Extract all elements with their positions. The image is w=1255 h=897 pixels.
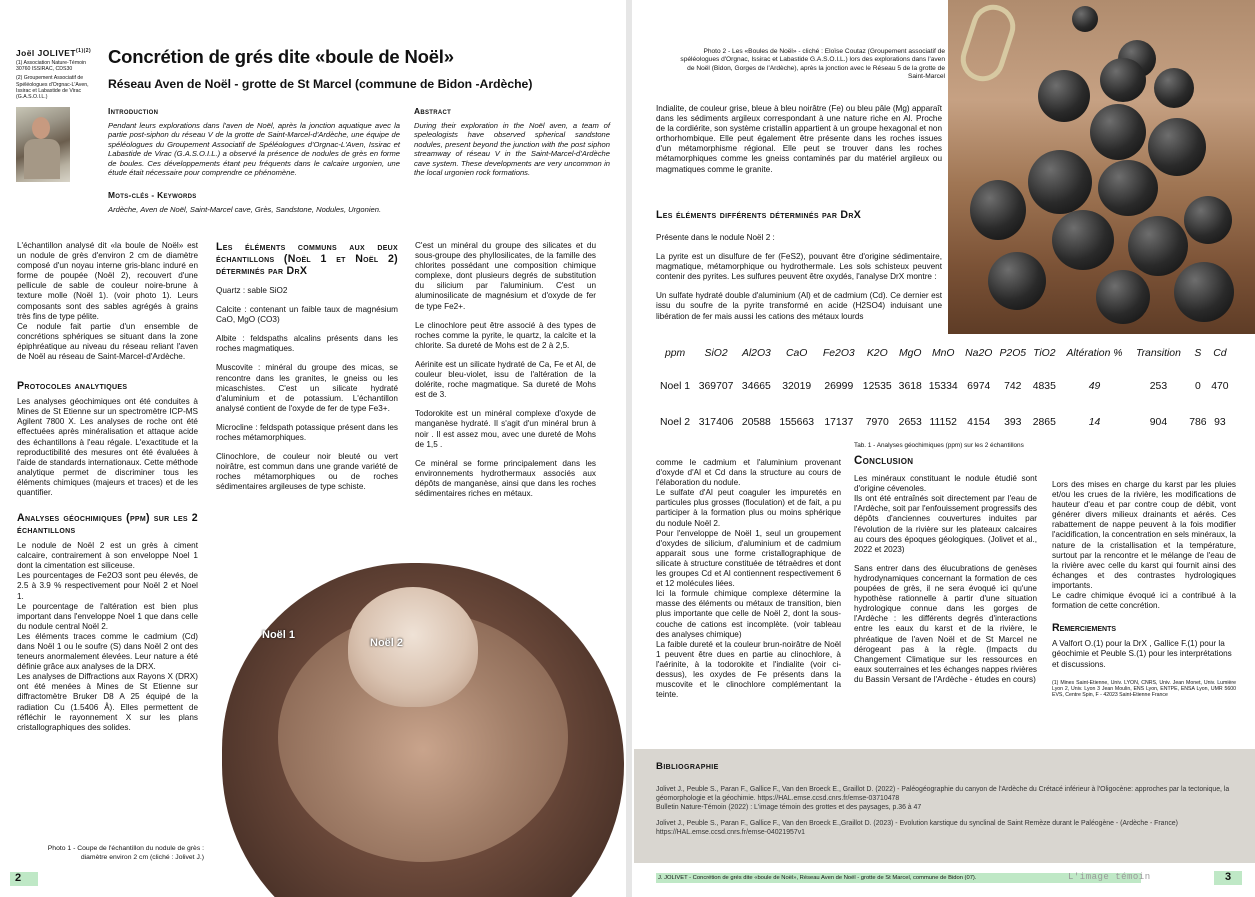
table-row — [656, 404, 1231, 440]
author-affiliation-1: (1) Association Nature-Témoin 30760 ISSIRAC, CDS30 — [16, 60, 87, 73]
right-column-indialite — [656, 104, 942, 175]
table-header-cell: TiO2 — [1033, 348, 1056, 359]
section-heading-conclusion: Conclusion — [854, 455, 914, 467]
mineral-albite: Albite : feldspaths alcalins présents dans les roches magmatiques. — [216, 334, 398, 354]
table-cell: 904 — [1149, 416, 1168, 428]
table-cell: 20588 — [741, 416, 771, 428]
section-heading-remerciements: Remerciements — [1052, 622, 1117, 635]
bibliography-entry: Jolivet J., Peuble S., Paran F., Gallice F., Van den Broeck E.,Graillot D. (2023) - Evolution karstique du synclinal de Saint Remèze durant le Paléogène - (Ardèche - France) https://HAL.emse.ccsd.cnrs.fr/emse-04021957v1 — [656, 819, 1178, 836]
paragraph: Sans entrer dans des élucubrations de genèses hydrodynamiques concernant la formation de ces poupées de grès, il ne sera évoqué ici qu'une hypothèse rationnelle à partir d'une situation hydrologique connue dans les gorges de l'Ardèche : les différents degrés d'interactions entre les eaux du karst et de la rivière, le phréatique de l'aven Noël et de St Marcel ne dérogeant pas à la règle. (Impacts du Changement Climatique sur les ressources en eaux souterraines et les échanges nappes rivières du Bassin Versant de l'Ardèche - études en cours) — [854, 563, 1037, 684]
table-cell: 32019 — [782, 380, 812, 392]
paragraph: comme le cadmium et l'aluminium provenant d'oxyde d'Al et Cd dans la structure au cours de l'élaboration du nodule. — [656, 458, 841, 488]
table-header-cell: Fe2O3 — [822, 348, 855, 359]
paragraph: Les analyses de Diffractions aux Rayons X (DRX) ont été menées à Mines de St Etienne sur diffractomètre Bruker D8 A 25 équipé de la radiation Cu (1.5406 Å). Elles permettent de réfléchir le rayonnement X sur les plans cristallographiques des solides. — [17, 672, 198, 732]
mineral-aerinite: Aérinite est un silicate hydraté de Ca, Fe et Al, de couleur bleu-violet, issu de l'altération de la dolérite, roche magmatique. Sa dureté de Mohs est de 3. — [415, 359, 596, 400]
table-header-cell: K2O — [866, 348, 888, 359]
bibliography-entry: Bulletin Nature-Témoin (2022) : L'image témoin des grottes et des paysages, p.36 à 47 — [656, 804, 922, 812]
table-cell: 0 — [1194, 380, 1201, 392]
table-header-cell: Cd — [1213, 348, 1227, 359]
table-header-cell: P2O5 — [999, 348, 1027, 359]
footer-citation: J. JOLIVET - Concrétion de grés dite «boule de Noël», Réseau Aven de Noël - grotte de St Marcel, commune de Bidon (07). — [656, 873, 1141, 883]
table-header-cell: CaO — [786, 348, 808, 359]
paragraph: Les éléments traces comme le cadmium (Cd) dans Noël 1 ou le soufre (S) dans Noël 2 ont des teneurs anormalement élevées. Leur nature a été définie grâce aux analyses de la DRX. — [17, 631, 198, 672]
table-cell: 93 — [1214, 416, 1226, 428]
table-cell: 742 — [1004, 380, 1022, 392]
table-header-cell: Na2O — [965, 348, 993, 359]
introduction-block — [108, 106, 400, 215]
table-cell: 34665 — [741, 380, 771, 392]
paragraph: Un sulfate hydraté double d'aluminium (Al) et de cadmium (Cd). Ce dernier est issu du soufre de la pyrite transformé en acide (H2SO4) induisant une libération de fer mais aussi les cations des métaux lourds — [656, 291, 942, 321]
section-heading-protocoles: Protocoles analytiques — [17, 380, 128, 393]
table-header-cell: Al2O3 — [741, 348, 771, 359]
label-noel-1: Noël 1 — [262, 629, 296, 641]
table-cell: 26999 — [824, 380, 854, 392]
table-cell: 14 — [1088, 416, 1101, 428]
label-noel-2: Noël 2 — [370, 637, 404, 649]
right-column-differents — [656, 233, 942, 322]
paragraph: Pour l'enveloppe de Noël 1, seul un groupement d'oxydes de silicium, d'aluminium et de cadmium apparait sous une forme cristallographique de silicate à structure constituée de tétraèdres et dont les groupes Cd et Al contiennent respectivement 6 et 12 molécules liées. — [656, 528, 841, 589]
table-caption: Tab. 1 - Analyses géochimiques (ppm) sur les 2 échantillons — [854, 442, 1024, 449]
table-cell: 369707 — [698, 380, 734, 392]
paragraph: Les analyses géochimiques ont été conduites à Mines de St Etienne sur un spectromètre ICP-MS Agilent 7800 X. Les analyses de roche ont été effectuées après minéralisation et attaque acide des échantillons à l'eau régale. L'exactitude et la reproductibilité des mesures ont été évaluées à l'aide de standards internationaux. Cette méthode analytique permet de discriminer tous les éléments chimiques (majeurs et traces) et de les quantifier. — [17, 397, 198, 497]
section-heading-elements-communs: Les éléments communs aux deux échantillons (Noël 1 et Noël 2) déterminés par DrX — [216, 241, 398, 277]
mineral-todorokite: Todorokite est un minéral complexe d'oxyde de manganèse hydraté. Il s'agit d'un minéral brun à noir . Il est assez mou, avec une dureté de Mohs de 1,5 . — [415, 409, 596, 449]
table-cell: Noel 2 — [660, 416, 691, 428]
paragraph: Le pourcentage de l'altération est bien plus important dans l'enveloppe Noel 1 que dans celle du nodule central Noël 2. — [17, 601, 198, 631]
paragraph: Ils ont été entraînés soit directement par l'eau de l'Ardèche, soit par l'enfouissement progressifs des dépôts d'anciennes couvertures induites par l'évolution de la rivière sur les plateaux calcaires au cours des époques géologiques. (Jolivet et al., 2022 et 2023) — [854, 494, 1037, 554]
right-column-a — [656, 458, 841, 700]
table-header-cell: ppm — [664, 348, 686, 359]
paragraph: C'est un minéral du groupe des silicates et du sous-groupe des phyllosilicates, de la famille des chlorites possédant une composition chimique complexe, dont plusieurs degrés de substitution du silicium par l'aluminium. C'est un aluminosilicate de magnésium et d'oxyde de fer de type Fe2+. — [415, 241, 596, 311]
table-cell: 4154 — [967, 416, 991, 428]
table-header-cell: MgO — [898, 348, 922, 359]
table-cell: 49 — [1088, 380, 1101, 392]
table-header-cell: MnO — [931, 348, 955, 359]
paragraph: Lors des mises en charge du karst par les pluies et/ou les crues de la rivière, les modifications de hauteur d'eau et par contre coup de débit, vont générer divers milieux drainants et aérés. Ces rabattement de nappe peuvent à la fois modifier l'acidification, la concentration en sels minéraux, la nature de la cristallisation et la température, surtout par la rencontre et le mélange de l'eau de la rivière avec celle du karst qui fournit ainsi des échanges et des contrastes hydrologiques importants. — [1052, 480, 1236, 590]
paragraph: Le nodule de Noël 2 est un grès à ciment calcaire, contrairement à son enveloppe Noel 1 dont la cimentation est siliceuse. — [17, 541, 198, 571]
bibliography-box — [634, 749, 1255, 863]
abstract-heading: Abstract — [414, 106, 452, 116]
page-left — [0, 0, 626, 897]
table-cell: 393 — [1004, 416, 1022, 428]
introduction-text: Pendant leurs explorations dans l'aven de Noël, après la jonction aquatique avec la partie post-siphon du réseau V de la grotte de Saint-Marcel-d'Ardèche, une équipe de spéléologues du Groupement Associatif de Spéléologues d'Orgnac-L'Aven, Issirac et Labastide de Virac (G.A.S.O.I.L.) a observé la présence de nodules de grès en forme de boules. Ces développements étant peu fréquents dans le calcaire urgonien, une étude était nécessaire pour comprendre ce phénomène. — [108, 121, 400, 178]
left-column-3 — [415, 241, 596, 499]
table-cell: 253 — [1149, 380, 1168, 392]
acknowledgements: A Valfort O.(1) pour la DrX , Gallice F.(1) pour la géochimie et Peuble S.(1) pour les interprétations et discussions. — [1052, 639, 1232, 669]
mineral-quartz: Quartz : sable SiO2 — [216, 286, 288, 295]
abstract-text: During their exploration in the Noël aven, a team of speleologists have observed spherical sandstone nodules, present beyond the junction with the post siphon streamway of réseau V in the Saint-Marcel-d'Ardèche cave system. These developments are very uncommon in the local urgonien rock formations. — [414, 121, 610, 178]
photo-nodule-section — [208, 557, 626, 897]
bibliography-entry: Jolivet J., Peuble S., Paran F., Gallice F., Van den Broeck E., Graillot D. (2022) - Paléogéographie du canyon de l'Ardèche du Crétacé inférieur à l'Oligocène: approches par la tectonique, la géomorphologie et la géochimie. https://HAL.emse.ccsd.cnrs.fr/emse-03710478 — [656, 786, 1230, 803]
page-number-left: 2 — [10, 872, 38, 886]
paragraph: Ce nodule fait partie d'un ensemble de concrétions sphériques se situant dans la zone épiphréatique au niveau du réseau reliant l'aven de Noël au réseau de Saint-Marcel-d'Ardèche. — [17, 321, 198, 362]
table-cell: 3618 — [898, 380, 922, 392]
paragraph: La faible dureté et la couleur brun-noirâtre de Noël 1 peuvent être dues en partie au clinochlore, à l'aérinite, à la todorokite et l'indialite (voir ci-dessus), les oxydes de Fe présents dans la muscovite et le clinochlore complémentant la teinte. — [656, 639, 841, 700]
table-header-cell: SiO2 — [704, 348, 728, 359]
paragraph: Le cadre chimique évoqué ici a contribué à la formation de cette concrétion. — [1052, 591, 1236, 611]
table-row — [656, 368, 1231, 404]
table-header-cell: S — [1194, 348, 1202, 359]
right-column-c — [1052, 480, 1236, 698]
table-cell: 2865 — [1032, 416, 1056, 428]
mineral-muscovite: Muscovite : minéral du groupe des micas, se rencontre dans les granites, le gneiss ou les micaschistes. C'est un silicate hydraté d'aluminium et de potassium. L'échantillon analysé contient de l'oxyde de fer de type Fe3+. — [216, 363, 398, 413]
mineral-clinochlore: Clinochlore, de couleur noir bleuté ou vert noirâtre, est commun dans une grande variété de roches métamorphiques ou de roches sédimentaires argileuses de type schiste. — [216, 452, 398, 492]
abstract-block — [414, 106, 610, 177]
table-cell: 12535 — [862, 380, 892, 392]
table-cell: 155663 — [779, 416, 815, 428]
mineral-pyrite: La pyrite est un disulfure de fer (FeS2), pouvant être d'origine sédimentaire, magmatique, métamorphique ou hydrothermale. Les sols schisteux peuvent contenir des pyrites. Les sulfures peuvent être oxydés, l'analyse DrX montre : — [656, 252, 942, 282]
table-header-row — [656, 344, 1231, 368]
author-block — [16, 48, 101, 100]
table-cell: 17137 — [824, 416, 854, 428]
mineral-microcline: Microcline : feldspath potassique présent dans les roches métamorphiques. — [216, 422, 398, 443]
paragraph: L'échantillon analysé dit «la boule de Noël» est un nodule de grès d'environ 2 cm de diamètre composé d'un noyau interne gris-blanc induré en forme de poupée (Noël 2), recouvert d'une pellicule de sable de couleur noire-brune à texture molle (Noël 1). (voir photo 1). Leurs composants sont des sables agrégés à grains très fins de type pélite. — [17, 241, 198, 321]
magazine-brand: L'image témoin — [1068, 872, 1151, 882]
geochemistry-table — [656, 344, 1231, 440]
paragraph: Présente dans le nodule Noël 2 : — [656, 233, 775, 242]
photo-1-caption: Photo 1 - Coupe de l'échantillon du nodule de grès : diamètre environ 2 cm (cliché : Jolivet J.) — [47, 845, 204, 861]
article-subtitle: Réseau Aven de Noël - grotte de St Marcel (commune de Bidon -Ardèche) — [108, 77, 533, 91]
keywords-heading: Mots-clés - Keywords — [108, 190, 197, 201]
paragraph: Les pourcentages de Fe2O3 sont peu élevés, de 2.5 à 3.9 % respectivement pour Noël 2 et Noel 1. — [17, 571, 198, 601]
table-header-cell: Altération % — [1066, 348, 1123, 359]
acknowledgement-affiliation: (1) Mines Saint-Etienne, Univ. LYON, CNRS, Univ. Jean Monet, Univ. Lumière Lyon 2, Univ. Lyon 3 Jean Moulin, ENS Lyon, ENTPE, ENSA Lyon, UMR 5600 EVS, Centre Spin, F - 42023 Saint-Etienne France — [1052, 679, 1236, 698]
section-heading-elements-differents: Les éléments différents déterminés par DrX — [656, 209, 862, 221]
table-cell: 470 — [1211, 380, 1229, 392]
paragraph: Le clinochlore peut être associé à des types de roches comme la pyrite, le quartz, la calcite et la chlorite. Sa dureté de Mohs est de 2 à 2,5. — [415, 320, 596, 350]
author-photo — [16, 107, 70, 182]
paragraph: Les minéraux constituant le nodule étudié sont d'origine cévenoles. — [854, 474, 1037, 494]
table-cell: Noel 1 — [660, 380, 691, 392]
table-cell: 7970 — [865, 416, 889, 428]
mineral-indialite: Indialite, de couleur grise, bleue à bleu noirâtre (Fe) ou bleu pâle (Mg) apparaît dans les sédiments argileux correspondant à une nature riche en Al. Proche de la cordiérite, son système cristallin appartient à un groupe hexagonal et non orthorhombique. Elle peut également être présente dans les roches issues d'un métamorphisme régional. Elle peut se trouver dans les roches métamorphiques comme les gneiss contaminés par du matériel argileux ou magmatiques comme le granite. — [656, 104, 942, 174]
left-column-2 — [216, 241, 398, 493]
author-affiliation-2: (2) Groupement Associatif de Spéléologues d'Orgnac-L'Aven, Issirac et Labastide de Virac (G.A.S.O.I.L.) — [16, 75, 89, 101]
table-cell: 6974 — [967, 380, 991, 392]
table-cell: 786 — [1189, 416, 1207, 428]
table-header-cell: Transition — [1136, 348, 1181, 359]
page-right — [632, 0, 1255, 897]
mineral-calcite: Calcite : contenant un faible taux de magnésium CaO, MgO (CO3) — [216, 305, 398, 325]
page-number-right: 3 — [1214, 871, 1242, 885]
photo-boules-de-noel — [948, 0, 1255, 334]
introduction-heading: Introduction — [108, 106, 159, 116]
table-cell: 11152 — [929, 416, 957, 428]
section-heading-analyses: Analyses géochimiques (ppm) sur les 2 échantillons — [17, 512, 198, 537]
paragraph: Le sulfate d'Al peut coaguler les impuretés en particules plus grosses (floculation) et de fait, a pu participer à la formation plus ou moins sphérique du nodule Noël 2. — [656, 488, 841, 528]
photo-2-caption: Photo 2 - Les «Boules de Noël» - cliché : Eloïse Coutaz (Groupement associatif de spéléologues d'Orgnac, Issirac et Labastide G.A.S.O.I.L.) lors des explorations dans l'aven de Noël (Bidon, Gorges de l'Ardèche), après la jonction avec le Réseau 5 de la grotte de Saint-Marcel — [680, 48, 945, 81]
table-cell: 15334 — [928, 380, 958, 392]
author-name: Joël $JOLIVET^{(1)(2)}$ — [16, 48, 92, 58]
left-column-1 — [17, 241, 198, 733]
table-cell: 4835 — [1032, 380, 1056, 392]
bibliography-heading: Bibliographie — [656, 761, 719, 772]
table-cell: 2653 — [898, 416, 922, 428]
keywords-text: Ardèche, Aven de Noël, Saint-Marcel cave, Grès, Sandstone, Nodules, Urgonien. — [108, 205, 382, 215]
article-title: Concrétion de grés dite «boule de Noël» — [108, 46, 454, 67]
paragraph: Ce minéral se forme principalement dans les environnements hydrothermaux associés aux dépôts de manganèse, ainsi que dans les roches sédimentaires riches en métaux. — [415, 458, 596, 498]
paragraph: Ici la formule chimique complexe détermine la masse des éléments ou métaux de transition, bien plus importante que celle de Noël 2, dont la sous-couche de cations est incomplète. (voir tableau des analyses chimique) — [656, 589, 841, 639]
table-cell: 317406 — [698, 416, 734, 428]
right-column-b — [854, 456, 1037, 685]
